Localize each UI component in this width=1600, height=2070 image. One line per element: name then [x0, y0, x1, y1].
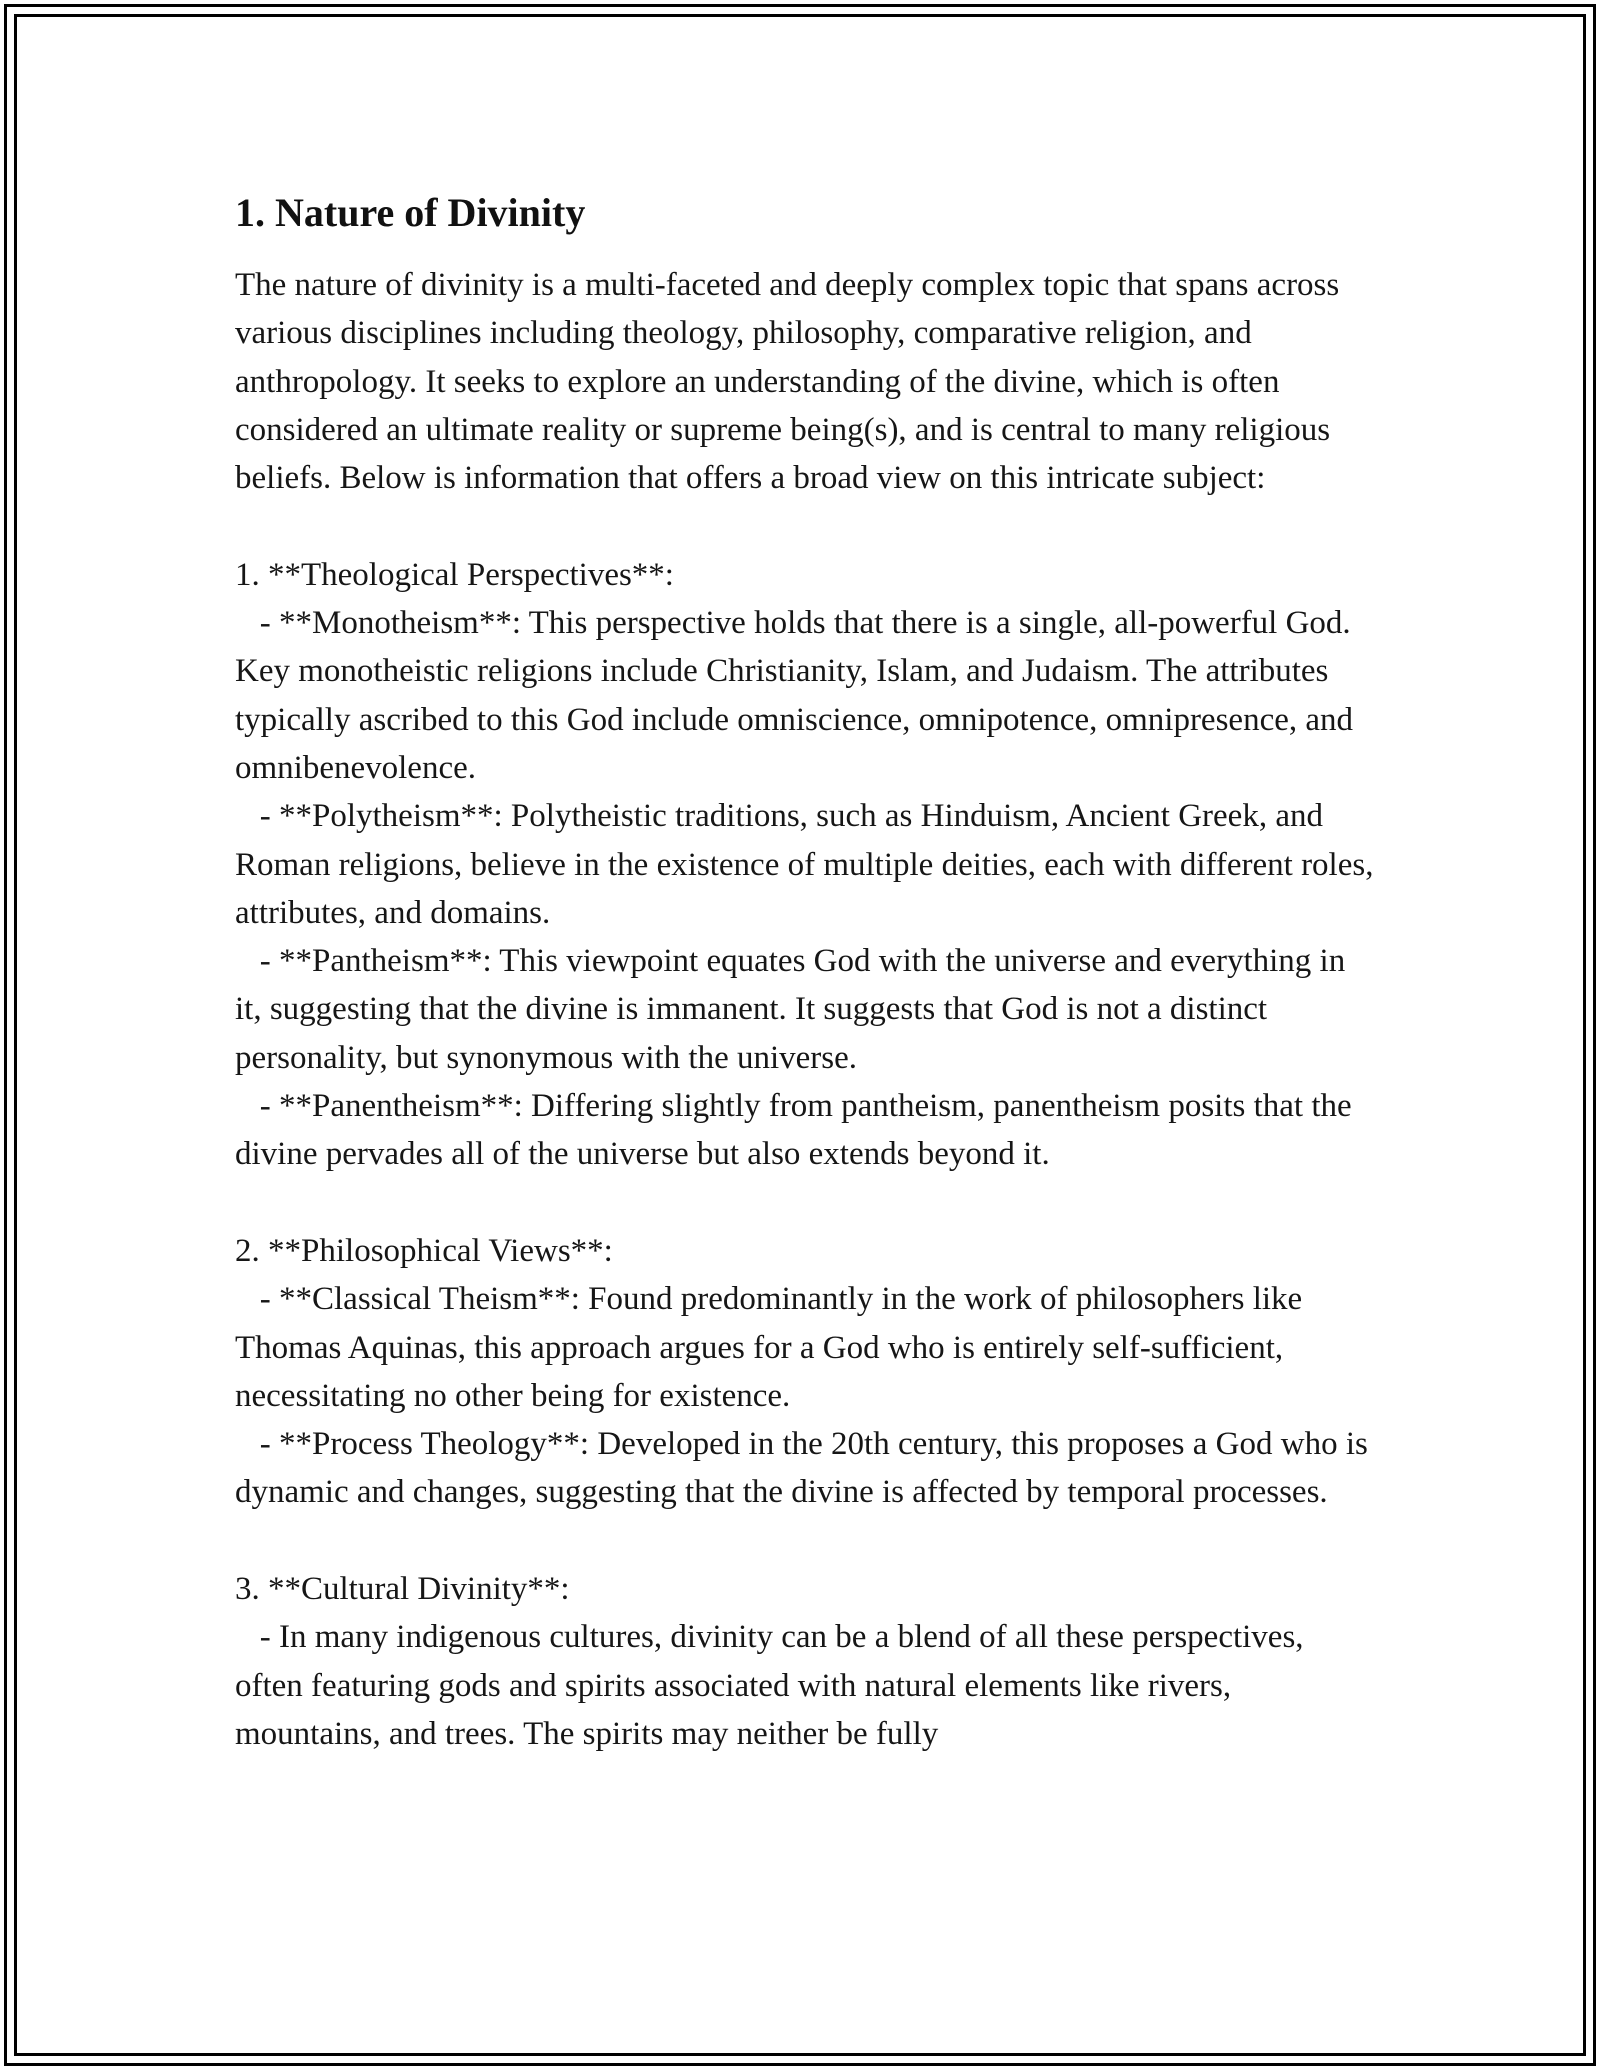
- section-heading: 1. Nature of Divinity: [235, 190, 586, 235]
- document-content: [235, 185, 1375, 1758]
- body-text: The nature of divinity is a multi-faceted and deeply complex topic that spans across various disciplines including theology, philosophy, comparative religion, and anthropology. It seeks to explore an understanding of the divine, which is often considered an ultimate reality or supreme being(s), and is central to many religious beliefs. Below is information that offers a broad view on this intricate subject: 1. **Theological Perspectives**: - **Monotheism**: This perspective holds that there is a single, all-powerful God. Key monotheistic religions include Christianity, Islam, and Judaism. The attributes typically ascribed to this God include omniscience, omnipotence, omnipresence, and omnibenevolence. - **Polytheism**: Polytheistic traditions, such as Hinduism, Ancient Greek, and Roman religions, believe in the existence of multiple deities, each with different roles, attributes, and domains. - **Pantheism**: This viewpoint equates God with the universe and everything in it, suggesting that the divine is immanent. It suggests that God is not a distinct personality, but synonymous with the universe. - **Panentheism**: Differing slightly from pantheism, panentheism posits that the divine pervades all of the universe but also extends beyond it. 2. **Philosophical Views**: - **Classical Theism**: Found predominantly in the work of philosophers like Thomas Aquinas, this approach argues for a God who is entirely self-sufficient, necessitating no other being for existence. - **Process Theology**: Developed in the 20th century, this proposes a God who is dynamic and changes, suggesting that the divine is affected by temporal processes. 3. **Cultural Divinity**: - In many indigenous cultures, divinity can be a blend of all these perspectives, often featuring gods and spirits associated with natural elements like rivers, mountains, and trees. The spirits may neither be fully: [235, 267, 1374, 1752]
